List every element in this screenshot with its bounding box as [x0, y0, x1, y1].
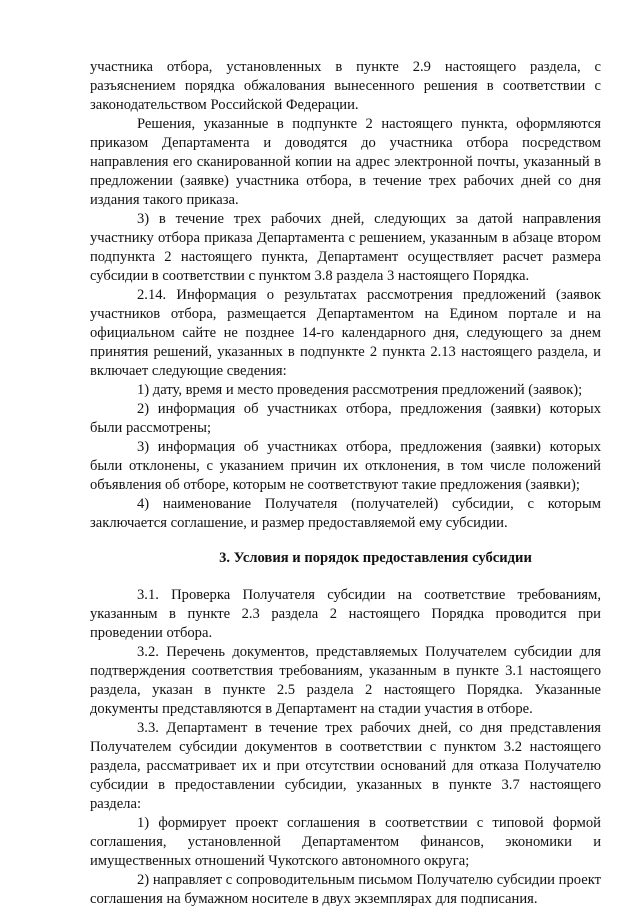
- list-item: 3) информация об участниках отбора, предложения (заявки) которых были отклонены, с указанием причин их отклонения, в том числе положений объявления об отборе, которым не соответствуют такие предложения (заявки);: [90, 439, 601, 493]
- document-page: [90, 58, 601, 909]
- paragraph: участника отбора, установленных в пункте 2.9 настоящего раздела, с разъяснением порядка обжалования вынесенного решения в соответствии с законодательством Российской Федерации.: [90, 59, 601, 113]
- list-item: 4) наименование Получателя (получателей) субсидии, с которым заключается соглашение, и размер предоставляемой ему субсидии.: [90, 496, 601, 531]
- list-item: 2) направляет с сопроводительным письмом Получателю субсидии проект соглашения на бумажном носителе в двух экземплярах для подписания.: [90, 872, 601, 907]
- section-heading: 3. Условия и порядок предоставления субсидии: [219, 550, 532, 566]
- paragraph: 2.14. Информация о результатах рассмотрения предложений (заявок участников отбора, размещается Департаментом на Едином портале и на официальном сайте не позднее 14-го календарного дня, следующего за днем принятия решений, указанных в подпункте 2 пункта 2.13 настоящего раздела, и включает следующие сведения:: [90, 287, 601, 379]
- paragraph: 3) в течение трех рабочих дней, следующих за датой направления участнику отбора приказа Департамента с решением, указанным в абзаце втором подпункта 2 настоящего пункта, Департамент осуществляет расчет размера субсидии в соответствии с пунктом 3.8 раздела 3 настоящего Порядка.: [90, 211, 601, 284]
- list-item: 1) дату, время и место проведения рассмотрения предложений (заявок);: [137, 382, 583, 398]
- paragraph: Решения, указанные в подпункте 2 настоящего пункта, оформляются приказом Департамента и доводятся до участника отбора посредством направления его сканированной копии на адрес электронной почты, указанный в предложении (заявке) участника отбора, в течение трех рабочих дней со дня издания такого приказа.: [90, 116, 601, 208]
- paragraph: 3.2. Перечень документов, представляемых Получателем субсидии для подтверждения соответствия требованиям, указанным в пункте 3.1 настоящего раздела, указан в пункте 2.5 раздела 2 настоящего Порядка. Указанные документы представляются в Департамент на стадии участия в отборе.: [90, 644, 601, 717]
- paragraph: 3.1. Проверка Получателя субсидии на соответствие требованиям, указанным в пункте 2.3 раздела 2 настоящего Порядка проводится при проведении отбора.: [90, 587, 601, 641]
- list-item: 2) информация об участниках отбора, предложения (заявки) которых были рассмотрены;: [90, 401, 601, 436]
- paragraph: 3.3. Департамент в течение трех рабочих дней, со дня представления Получателем субсидии документов в соответствии с пунктом 3.2 настоящего раздела, рассматривает их и при отсутствии оснований для отказа Получателю субсидии в предоставлении субсидии, указанных в пункте 3.7 настоящего раздела:: [90, 720, 601, 812]
- list-item: 1) формирует проект соглашения в соответствии с типовой формой соглашения, установленной Департаментом финансов, экономики и имущественных отношений Чукотского автономного округа;: [90, 815, 601, 869]
